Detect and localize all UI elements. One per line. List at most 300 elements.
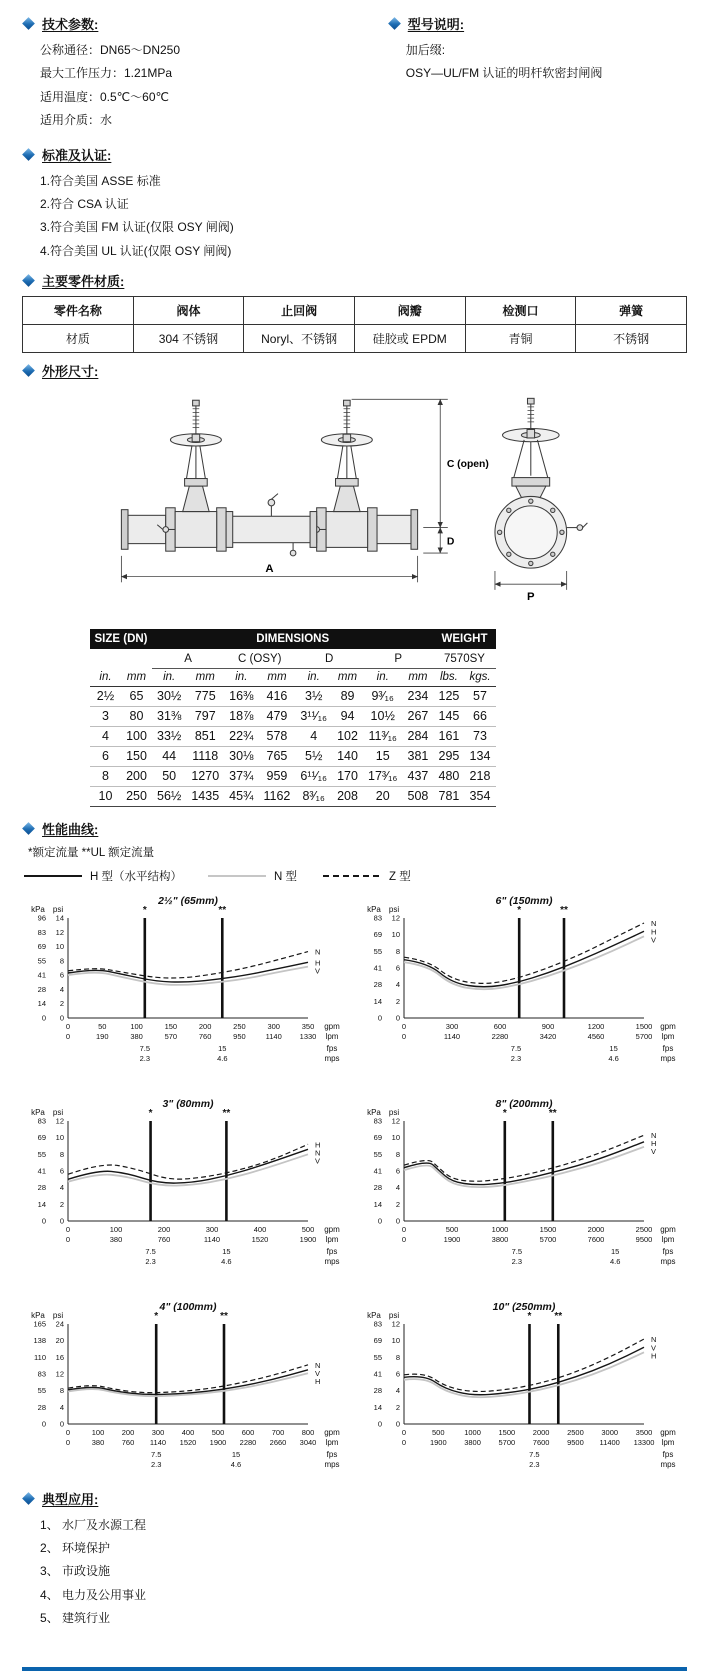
x-tick-lpm: 1900 (429, 1437, 447, 1447)
x-tick-lpm: 1140 (443, 1031, 461, 1041)
y-tick-kpa: 69 (373, 929, 382, 939)
performance-title-text: 性能曲线: (42, 821, 99, 837)
y-tick-psi: 10 (391, 1335, 400, 1345)
dims-cell: 20 (363, 786, 402, 806)
diamond-bullet-icon (388, 17, 401, 30)
x-tick-gpm: 300 (205, 1224, 219, 1234)
materials-header-row (23, 297, 687, 325)
dims-cell: 479 (259, 706, 296, 726)
rated-flow-note: *额定流量 **UL 额定流量 (28, 846, 155, 859)
y-axis-unit-psi: psi (52, 1107, 64, 1117)
y-tick-kpa: 28 (37, 1402, 46, 1412)
dims-cell: 102 (332, 726, 363, 746)
chart-svg-65mm (22, 892, 352, 1070)
x-tick-gpm: 1500 (498, 1427, 516, 1437)
dims-cell: 775 (186, 686, 224, 706)
application-line: 2、 环境保护 (40, 1541, 111, 1556)
dims-cell: 218 (464, 766, 495, 786)
x-tick-fps: 15 (611, 1246, 620, 1256)
x-tick-gpm: 800 (301, 1427, 315, 1437)
dims-cell: 437 (402, 766, 433, 786)
applications-list (22, 1514, 687, 1631)
dims-data-row (90, 686, 496, 706)
dims-subheader: P (363, 649, 433, 668)
x-tick-lpm: 0 (401, 1437, 407, 1447)
x-axis-unit-mps: mps (324, 1459, 340, 1469)
curve-end-label: V (315, 1155, 321, 1165)
dim-label-d: D (446, 536, 455, 548)
materials-data-row (23, 325, 687, 353)
x-tick-lpm: 760 (157, 1234, 171, 1244)
dims-header-dimensions: DIMENSIONS (152, 629, 433, 649)
curve-end-label: V (651, 934, 657, 944)
dims-cell: 9³⁄₁₆ (363, 686, 402, 706)
dims-cell: 480 (433, 766, 464, 786)
x-tick-gpm: 2500 (635, 1224, 653, 1234)
dims-cell: 125 (433, 686, 464, 706)
dims-subheader: C (OSY) (224, 649, 295, 668)
y-tick-psi: 14 (55, 913, 64, 923)
y-tick-psi: 6 (395, 963, 400, 973)
materials-cell: 青铜 (465, 325, 576, 353)
dims-cell: 295 (433, 746, 464, 766)
x-tick-mps: 4.6 (609, 1256, 621, 1266)
dims-cell: 1435 (186, 786, 224, 806)
tech-params-title (22, 14, 388, 33)
x-tick-gpm: 2000 (587, 1224, 605, 1234)
unit-in: in. (90, 668, 121, 686)
rated-flow-star: * (527, 1310, 532, 1322)
y-tick-kpa: 41 (373, 1369, 382, 1379)
y-tick-psi: 8 (395, 946, 400, 956)
x-tick-lpm: 5700 (539, 1234, 557, 1244)
y-tick-psi: 8 (59, 955, 64, 965)
dims-cell: 50 (152, 766, 186, 786)
y-tick-psi: 12 (391, 913, 400, 923)
x-tick-lpm: 570 (164, 1031, 178, 1041)
curve-end-label: H (315, 1376, 321, 1386)
y-tick-psi: 4 (59, 1402, 64, 1412)
x-tick-lpm: 3040 (299, 1437, 317, 1447)
dims-units-row (90, 668, 496, 686)
diamond-bullet-icon (22, 822, 35, 835)
dims-cell: 797 (186, 706, 224, 726)
unit-in: in. (363, 668, 402, 686)
y-tick-kpa: 69 (37, 941, 46, 951)
materials-cell: 不锈钢 (576, 325, 687, 353)
x-tick-gpm: 100 (109, 1224, 123, 1234)
model-desc-title (388, 14, 687, 33)
curve-end-label: V (315, 965, 321, 975)
y-tick-psi: 12 (391, 1116, 400, 1126)
x-tick-lpm: 1900 (443, 1234, 461, 1244)
x-tick-gpm: 600 (493, 1021, 507, 1031)
dims-data-row (90, 766, 496, 786)
x-tick-fps: 15 (609, 1043, 618, 1053)
y-tick-kpa: 83 (373, 913, 382, 923)
dims-cell: 234 (402, 686, 433, 706)
dims-cell: 6 (90, 746, 121, 766)
dims-cell: 89 (332, 686, 363, 706)
dims-cell: 208 (332, 786, 363, 806)
x-tick-gpm: 400 (253, 1224, 267, 1234)
dims-cell: 22¾ (224, 726, 258, 746)
x-axis-unit-gpm: gpm (660, 1021, 676, 1031)
outline-title-text: 外形尺寸: (42, 364, 99, 380)
y-tick-psi: 10 (55, 941, 64, 951)
x-tick-gpm: 150 (164, 1021, 178, 1031)
x-tick-gpm: 0 (65, 1427, 71, 1437)
x-tick-lpm: 380 (91, 1437, 105, 1447)
x-tick-fps: 7.5 (150, 1449, 162, 1459)
double-valve-assembly-drawing (121, 400, 417, 556)
chart-svg-250mm (358, 1298, 688, 1476)
y-tick-psi: 12 (55, 927, 64, 937)
chart-svg-200mm (358, 1095, 688, 1273)
y-tick-kpa: 0 (377, 1013, 382, 1023)
y-tick-psi: 4 (395, 1385, 400, 1395)
y-tick-psi: 0 (59, 1216, 64, 1226)
y-tick-psi: 6 (59, 970, 64, 980)
y-tick-psi: 8 (395, 1149, 400, 1159)
diamond-bullet-icon (22, 148, 35, 161)
x-tick-gpm: 250 (233, 1021, 246, 1031)
unit-in: in. (152, 668, 186, 686)
y-tick-psi: 4 (395, 1182, 400, 1192)
x-tick-lpm: 4560 (587, 1031, 605, 1041)
y-axis-unit-psi: psi (388, 1310, 400, 1320)
x-tick-mps: 2.3 (150, 1459, 162, 1469)
dims-cell: 781 (433, 786, 464, 806)
x-tick-lpm: 3800 (464, 1437, 481, 1447)
dims-cell: 45¾ (224, 786, 258, 806)
dims-data-row (90, 706, 496, 726)
dim-label-c: C (open) (446, 459, 489, 471)
dims-cell: 3½ (295, 686, 332, 706)
x-tick-gpm: 350 (301, 1021, 315, 1031)
curve-H (404, 931, 644, 986)
y-tick-kpa: 138 (33, 1335, 46, 1345)
x-tick-mps: 2.3 (139, 1053, 151, 1063)
y-tick-kpa: 28 (37, 1182, 46, 1192)
curve-end-label: H (651, 1138, 657, 1148)
y-tick-kpa: 69 (373, 1335, 382, 1345)
dims-cell: 381 (402, 746, 433, 766)
y-tick-kpa: 28 (373, 1182, 382, 1192)
y-tick-kpa: 69 (373, 1132, 382, 1142)
materials-title (22, 271, 687, 290)
y-tick-psi: 12 (55, 1116, 64, 1126)
dims-subheader: D (295, 649, 363, 668)
x-tick-gpm: 1000 (464, 1427, 481, 1437)
x-tick-gpm: 0 (401, 1021, 407, 1031)
dims-subheader: 7570SY (433, 649, 495, 668)
x-tick-gpm: 100 (91, 1427, 105, 1437)
y-tick-kpa: 165 (33, 1319, 46, 1329)
x-tick-lpm: 0 (65, 1437, 71, 1447)
x-tick-lpm: 760 (121, 1437, 135, 1447)
x-tick-lpm: 1330 (299, 1031, 317, 1041)
curve-N (404, 936, 644, 989)
dims-cell: 15 (363, 746, 402, 766)
dims-data-row (90, 726, 496, 746)
dims-cell: 18⅞ (224, 706, 258, 726)
x-tick-gpm: 700 (271, 1427, 285, 1437)
y-axis-unit-kpa: kPa (31, 1107, 45, 1117)
section-standards (22, 145, 687, 264)
x-tick-gpm: 1200 (587, 1021, 605, 1031)
y-tick-kpa: 14 (37, 1199, 46, 1209)
dims-cell: 56½ (152, 786, 186, 806)
y-tick-kpa: 28 (37, 984, 46, 994)
x-tick-lpm: 1140 (149, 1437, 167, 1447)
x-tick-gpm: 200 (198, 1021, 212, 1031)
y-axis-unit-kpa: kPa (31, 1310, 45, 1320)
x-tick-fps: 15 (218, 1043, 227, 1053)
footer-rule (22, 1667, 687, 1671)
model-desc-lines (388, 39, 687, 86)
dims-header-size: SIZE (DN) (90, 629, 152, 649)
dims-cell: 354 (464, 786, 495, 806)
x-tick-gpm: 900 (541, 1021, 555, 1031)
unit-in: in. (224, 668, 258, 686)
x-tick-lpm: 1900 (209, 1437, 227, 1447)
x-tick-lpm: 3800 (491, 1234, 509, 1244)
x-tick-fps: 7.5 (511, 1246, 523, 1256)
x-axis-unit-lpm: lpm (661, 1437, 675, 1447)
dims-cell: 8³⁄₁₆ (295, 786, 332, 806)
curve-end-label: N (651, 1130, 657, 1140)
x-axis-unit-lpm: lpm (661, 1031, 675, 1041)
dims-cell: 161 (433, 726, 464, 746)
x-tick-gpm: 50 (98, 1021, 107, 1031)
x-tick-gpm: 500 (301, 1224, 315, 1234)
x-tick-gpm: 3000 (601, 1427, 619, 1437)
x-tick-fps: 7.5 (510, 1043, 522, 1053)
y-tick-psi: 16 (55, 1352, 64, 1362)
dims-cell: 30½ (152, 686, 186, 706)
curve-end-label: H (651, 1350, 657, 1360)
y-tick-psi: 4 (59, 1182, 64, 1192)
materials-header-cell: 阀瓣 (354, 297, 465, 325)
section-performance (22, 819, 687, 1481)
section-outline (22, 361, 687, 807)
curve-end-label: N (315, 947, 321, 957)
y-tick-kpa: 0 (377, 1419, 382, 1429)
dims-cell: 16⅜ (224, 686, 258, 706)
dims-cell: 3¹¹⁄₁₆ (295, 706, 332, 726)
tech-param-line: 公称通径：DN65～DN250 (40, 43, 181, 57)
materials-title-text: 主要零件材质: (42, 274, 125, 290)
curve-end-label: N (315, 1360, 321, 1370)
rated-flow-star: ** (560, 904, 568, 916)
rated-flow-star: ** (554, 1310, 563, 1322)
chart-title: 10" (250mm) (492, 1300, 556, 1313)
x-tick-lpm: 1520 (179, 1437, 197, 1447)
x-tick-fps: 15 (222, 1246, 231, 1256)
y-tick-kpa: 83 (37, 1116, 46, 1126)
dims-cell: 4 (295, 726, 332, 746)
y-tick-kpa: 0 (377, 1216, 382, 1226)
x-tick-lpm: 2280 (491, 1031, 509, 1041)
application-line: 1、 水厂及水源工程 (40, 1517, 147, 1532)
y-tick-psi: 2 (395, 1199, 400, 1209)
x-tick-mps: 2.3 (529, 1459, 540, 1469)
legend-item-undefined (208, 868, 297, 884)
curve-Z (404, 1339, 644, 1391)
y-tick-kpa: 28 (373, 1385, 382, 1395)
x-axis-unit-lpm: lpm (661, 1234, 675, 1244)
materials-cell: 硅胶或 EPDM (354, 325, 465, 353)
standard-line: 4.符合美国 UL 认证(仅限 OSY 闸阀) (40, 243, 232, 258)
y-tick-kpa: 0 (41, 1013, 46, 1023)
dims-cell: 73 (464, 726, 495, 746)
y-tick-kpa: 55 (373, 1149, 382, 1159)
y-tick-psi: 24 (55, 1319, 64, 1329)
curve-N (404, 1146, 644, 1186)
x-tick-lpm: 2280 (239, 1437, 257, 1447)
y-axis-unit-psi: psi (52, 904, 64, 914)
dims-cell: 284 (402, 726, 433, 746)
dims-cell: 30⅛ (224, 746, 258, 766)
x-tick-lpm: 1900 (299, 1234, 317, 1244)
y-tick-psi: 20 (55, 1335, 64, 1345)
rated-flow-star: ** (548, 1107, 557, 1119)
performance-chart-150mm (358, 892, 688, 1075)
y-tick-kpa: 14 (373, 996, 382, 1006)
legend-label: Z 型 (389, 870, 411, 883)
dims-cell: 851 (186, 726, 224, 746)
y-tick-kpa: 96 (37, 913, 46, 923)
y-tick-psi: 0 (395, 1216, 400, 1226)
x-tick-gpm: 300 (151, 1427, 165, 1437)
y-tick-kpa: 14 (373, 1402, 382, 1412)
dims-cell: 33½ (152, 726, 186, 746)
x-axis-unit-lpm: lpm (325, 1234, 339, 1244)
x-axis-unit-gpm: gpm (324, 1224, 340, 1234)
y-tick-psi: 2 (395, 1402, 400, 1412)
y-axis-unit-psi: psi (388, 904, 400, 914)
materials-table (22, 296, 687, 353)
section-materials (22, 271, 687, 353)
applications-title-text: 典型应用: (42, 1491, 99, 1507)
x-tick-gpm: 500 (211, 1427, 225, 1437)
y-tick-kpa: 55 (373, 1352, 382, 1362)
y-tick-kpa: 0 (41, 1419, 46, 1429)
unit-mm: mm (121, 668, 152, 686)
y-axis-unit-psi: psi (52, 1310, 64, 1320)
curve-end-label: V (651, 1146, 657, 1156)
materials-header-cell: 弹簧 (576, 297, 687, 325)
diamond-bullet-icon (22, 364, 35, 377)
y-tick-kpa: 55 (37, 1149, 46, 1159)
x-tick-fps: 15 (231, 1449, 241, 1459)
x-tick-lpm: 5700 (498, 1437, 516, 1447)
performance-charts-grid (22, 892, 687, 1481)
dims-cell: 416 (259, 686, 296, 706)
y-tick-psi: 2 (59, 998, 64, 1008)
standards-list (22, 170, 687, 264)
dims-cell: 134 (464, 746, 495, 766)
x-tick-lpm: 950 (233, 1031, 246, 1041)
unit-lbs: lbs. (433, 668, 464, 686)
x-axis-unit-gpm: gpm (324, 1427, 340, 1437)
x-axis-unit-fps: fps (326, 1043, 338, 1053)
x-tick-lpm: 13300 (633, 1437, 655, 1447)
y-tick-kpa: 55 (373, 946, 382, 956)
x-tick-gpm: 1000 (491, 1224, 509, 1234)
section-tech-params (22, 10, 388, 133)
y-tick-kpa: 14 (37, 998, 46, 1008)
outline-figure (78, 386, 687, 627)
legend-line-gray (208, 875, 266, 877)
chart-title: 8" (200mm) (495, 1097, 553, 1110)
x-tick-mps: 2.3 (510, 1053, 522, 1063)
x-tick-lpm: 7600 (532, 1437, 550, 1447)
x-tick-lpm: 380 (130, 1031, 143, 1041)
x-axis-unit-lpm: lpm (325, 1437, 339, 1447)
y-axis-unit-kpa: kPa (367, 904, 381, 914)
dims-cell: 5½ (295, 746, 332, 766)
x-tick-gpm: 300 (267, 1021, 280, 1031)
x-tick-lpm: 0 (65, 1234, 71, 1244)
dims-cell: 100 (121, 726, 152, 746)
dims-cell: 17³⁄₁₆ (363, 766, 402, 786)
dim-label-p: P (527, 591, 535, 604)
y-axis-unit-psi: psi (388, 1107, 400, 1117)
dims-cell: 959 (259, 766, 296, 786)
x-tick-lpm: 1140 (203, 1234, 221, 1244)
materials-cell: 材质 (23, 325, 134, 353)
unit-mm: mm (402, 668, 433, 686)
y-tick-psi: 6 (395, 1369, 400, 1379)
application-line: 4、 电力及公用事业 (40, 1587, 147, 1602)
legend-line-solid (24, 875, 82, 877)
standards-title (22, 145, 687, 164)
dims-data-row (90, 746, 496, 766)
diamond-bullet-icon (22, 1492, 35, 1505)
dims-cell: 4 (90, 726, 121, 746)
performance-chart-65mm (22, 892, 352, 1075)
materials-header-cell: 零件名称 (23, 297, 134, 325)
y-tick-kpa: 55 (37, 955, 46, 965)
x-tick-lpm: 2660 (269, 1437, 287, 1447)
y-tick-kpa: 41 (37, 970, 46, 980)
x-tick-gpm: 1500 (539, 1224, 557, 1234)
y-tick-psi: 6 (59, 1166, 64, 1176)
performance-chart-200mm (358, 1095, 688, 1278)
x-tick-mps: 2.3 (511, 1256, 523, 1266)
dims-cell: 1118 (186, 746, 224, 766)
dims-cell: 94 (332, 706, 363, 726)
y-tick-psi: 12 (55, 1369, 64, 1379)
dims-cell: 66 (464, 706, 495, 726)
unit-mm: mm (259, 668, 296, 686)
y-tick-kpa: 41 (373, 963, 382, 973)
x-tick-gpm: 1500 (635, 1021, 653, 1031)
y-tick-kpa: 14 (373, 1199, 382, 1209)
y-tick-psi: 2 (395, 996, 400, 1006)
gate-valve-drawing (157, 400, 226, 551)
y-tick-psi: 8 (395, 1352, 400, 1362)
standard-line: 3.符合美国 FM 认证(仅限 OSY 闸阀) (40, 220, 234, 235)
x-tick-gpm: 300 (445, 1021, 459, 1031)
y-tick-kpa: 83 (37, 927, 46, 937)
dims-data-row (90, 786, 496, 806)
curve-end-label: N (651, 1334, 657, 1344)
x-axis-unit-fps: fps (662, 1043, 674, 1053)
x-tick-fps: 7.5 (529, 1449, 540, 1459)
